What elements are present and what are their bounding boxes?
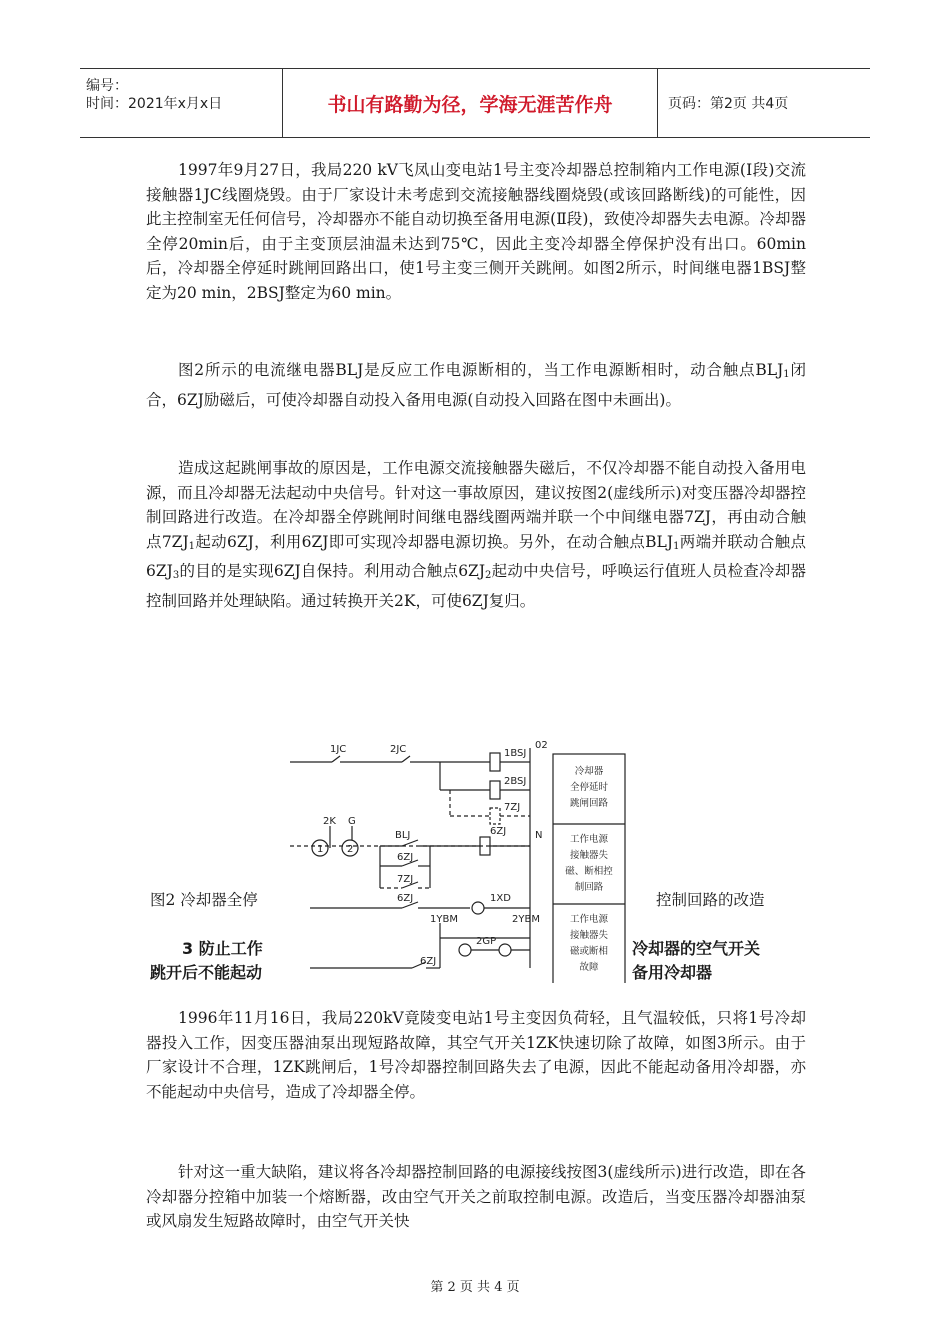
label-6zj3: 6ZJ: [397, 852, 414, 863]
paragraph-3: [146, 456, 806, 613]
text-run: 两端并联动合触点6ZJ: [146, 532, 806, 580]
subscript: 1: [783, 369, 790, 380]
text-run: 的目的是实现6ZJ自保持。利用动合触点6ZJ: [179, 562, 486, 580]
paragraph-text: [146, 456, 806, 613]
text-run: 起动6ZJ，利用6ZJ即可实现冷却器电源切换。另外，在动合触点BLJ: [195, 532, 674, 551]
label-2gp: 2GP: [476, 936, 497, 947]
circuit-diagram: [290, 738, 635, 983]
label-02: 02: [535, 740, 548, 751]
subscript: 1: [188, 540, 196, 552]
page-footer: 第 2 页 共 4 页: [430, 1280, 520, 1295]
header-number: 编号：: [86, 78, 128, 94]
box2-line2: 接触器失: [569, 850, 609, 861]
paragraph-text: 1997年9月27日，我局220 kV飞凤山变电站1号主变冷却器总控制箱内工作电源(Ⅰ段)交流接触器1JC线圈烧毁。由于厂家设计未考虑到交流接触器线圈烧毁(或该回路断线)的可能性，因此主控制室无任何信号，冷却器亦不能自动切换至备用电源(Ⅱ段)，致使冷却器失去电源。冷却器全停20min后，由于主变顶层油温未达到75℃，因此主变冷却器全停保护没有出口。60min后，冷却器全停延时跳闸回路出口，使1号主变三侧开关跳闸。如图2所示，时间继电器1BSJ整定为20 min，2BSJ整定为60 min。: [146, 161, 806, 302]
figure-caption-right: 控制回路的改造: [656, 891, 765, 909]
text-run: 图2所示的电流继电器BLJ是反应工作电源断相的，当工作电源断相时，动合触点BLJ: [178, 361, 784, 379]
subscript: 3: [172, 570, 180, 581]
label-1ybm: 1YBM: [430, 914, 458, 925]
header-page-info: 页码：第2页 共4页: [668, 96, 789, 112]
label-6zj2: 6ZJ: [420, 956, 437, 967]
paragraph-text: 针对这一重大缺陷，建议将各冷却器控制回路的电源接线按图3(虚线所示)进行改造，即在各冷却器分控箱中加装一个熔断器，改由空气开关之前取控制电源。改造后，当变压器冷却器油泵或风扇发生短路故障时，由空气开关快: [146, 1163, 806, 1230]
label-2jc: 2JC: [390, 744, 407, 755]
label-7zj1: 7ZJ: [397, 874, 414, 885]
box2-line4: 制回路: [574, 882, 604, 893]
paragraph-2: [146, 358, 806, 412]
label-blj: BLJ: [395, 830, 411, 841]
label-1jc: 1JC: [330, 744, 347, 755]
header-divider: [282, 69, 283, 137]
box1-line2: 全停延时: [569, 782, 609, 793]
label-7zj: 7ZJ: [504, 802, 521, 813]
label-6zj1: 6ZJ: [397, 893, 414, 904]
header-motto: 书山有路勤为径，学海无涯苦作舟: [327, 93, 613, 116]
paragraph-1: [146, 158, 806, 305]
label-2ybm: 2YBM: [512, 914, 540, 925]
text-run: 闭合，6ZJ励磁后，可使冷却器自动投入备用电源(自动投入回路在图中未画出)。: [146, 361, 806, 409]
section-heading-left-2: 跳开后不能起动: [150, 963, 263, 982]
figure-caption-left: 图2 冷却器全停: [150, 891, 258, 909]
label-n: N: [535, 830, 543, 841]
paragraph-4: [146, 1006, 806, 1104]
label-6zj: 6ZJ: [490, 826, 507, 837]
section-heading-right-1: 冷却器的空气开关: [632, 939, 761, 958]
subscript: 2: [485, 570, 492, 581]
box2-line3: 磁、断相控: [565, 866, 613, 877]
label-2bsj: 2BSJ: [504, 776, 527, 787]
label-1xd: 1XD: [490, 893, 511, 904]
text-run: 起动中央信号，呼唤运行值班人员检查冷却器控制回路并处理缺陷。通过转换开关2K，可使6ZJ复归。: [146, 562, 806, 610]
header-time: 时间：2021年x月x日: [86, 96, 223, 112]
subscript: 1: [673, 540, 680, 552]
text-run: 造成这起跳闸事故的原因是，工作电源交流接触器失磁后，不仅冷却器不能自动投入备用电源，而且冷却器无法起动中央信号。针对这一事故原因，建议按图2(虚线所示)对变压器冷却器控制回路进行改造。在冷却器全停跳闸时间继电器线圈两端并联一个中间继电器7ZJ，再由动合触点7ZJ: [146, 459, 806, 551]
box1-line1: 冷却器: [574, 766, 604, 777]
label-circle-1: 1: [317, 844, 324, 855]
section-heading-left-1: 3 防止工作: [182, 939, 263, 958]
label-g: G: [348, 816, 356, 827]
header-divider: [657, 69, 658, 137]
box3-line3: 磁或断相: [569, 946, 609, 957]
box3-line2: 接触器失: [569, 930, 609, 941]
box3-line1: 工作电源: [569, 914, 609, 925]
paragraph-text: 1996年11月16日，我局220kV竟陵变电站1号主变因负荷轻，且气温较低，只将1号冷却器投入工作，因变压器油泵出现短路故障，其空气开关1ZK快速切除了故障，如图3所示。由于厂家设计不合理，1ZK跳闸后，1号冷却器控制回路失去了电源，因此不能起动备用冷却器，亦不能起动中央信号，造成了冷却器全停。: [146, 1009, 806, 1101]
box3-line4: 故障: [579, 962, 599, 973]
box1-line3: 跳闸回路: [569, 798, 609, 809]
paragraph-text: [146, 358, 806, 412]
box2-line1: 工作电源: [569, 834, 609, 845]
section-heading-right-2: 备用冷却器: [632, 963, 713, 982]
label-1bsj: 1BSJ: [504, 748, 527, 759]
header-meta: [80, 69, 280, 137]
page-header: [80, 68, 870, 138]
paragraph-5: [146, 1160, 806, 1234]
label-circle-2: 2: [347, 844, 354, 855]
label-2k: 2K: [323, 816, 336, 827]
